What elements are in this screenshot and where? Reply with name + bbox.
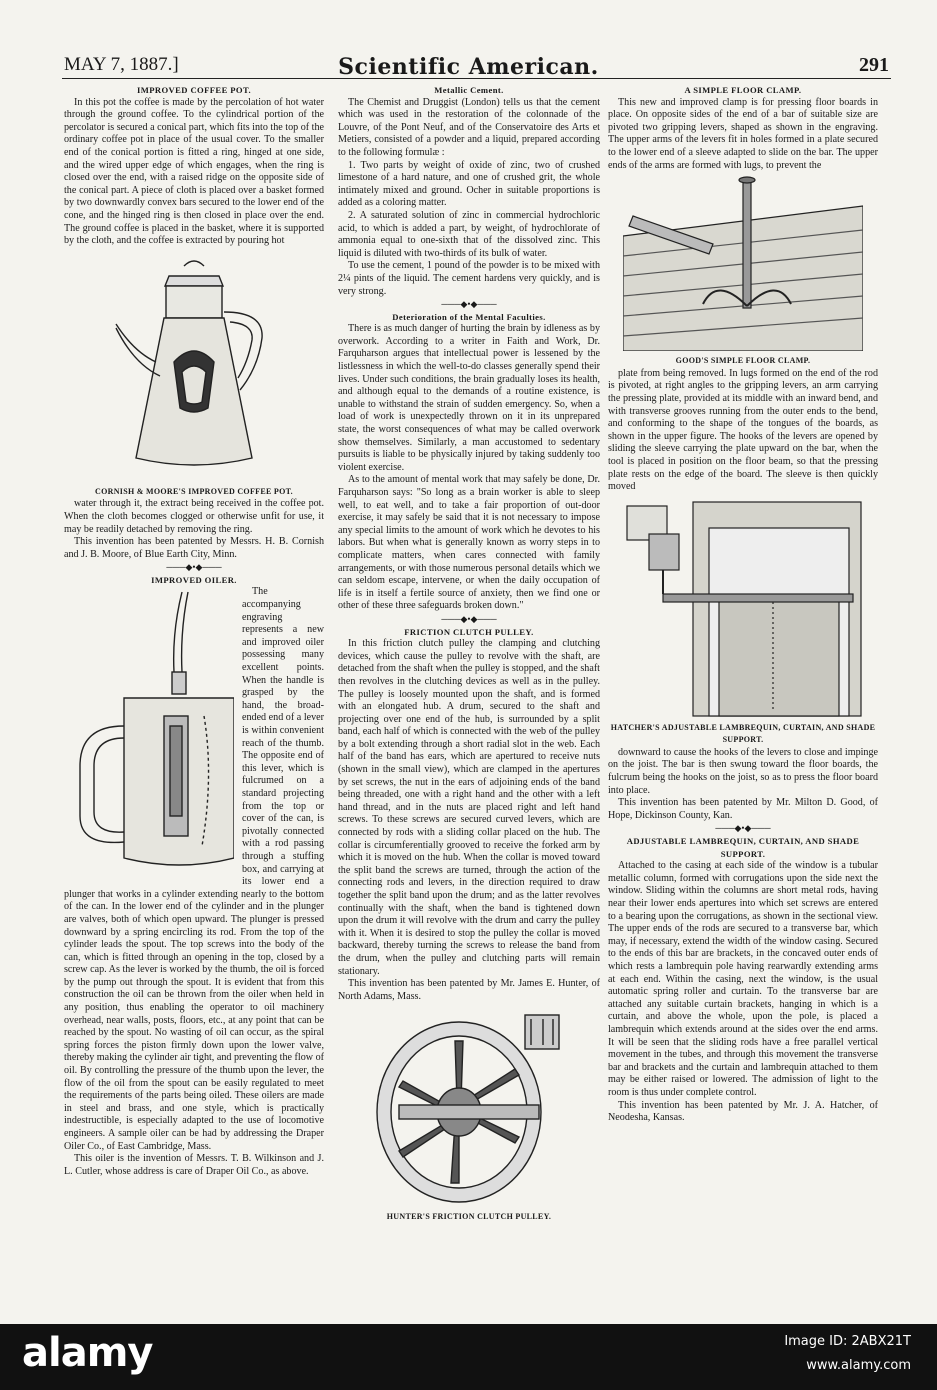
separator-ornament: ───◆•◆─── [166,562,222,573]
oiler-illustration [64,586,234,876]
paragraph: The Chemist and Druggist (London) tells us that the cement which was used in the restoration of the colonnade of the Louvre, of the Pont Neuf, and of the Conservatoire des Arts et Metiers, consisted of a powder and a liquid, prepared according to the following formulæ : [338,96,600,158]
paragraph: To use the cement, 1 pound of the powder is to be mixed with 2¼ pints of the liquid. The cement hardens very quickly, and is very strong. [338,260,600,297]
paragraph: This new and improved clamp is for pressing floor boards in place. On opposite sides of the end of a bar of suitable size are pivoted two gripping levers, shaped as shown in the engraving. The upper arms of the levers fit in holes formed in a plate secured to the lower end of a sleeve adapted to slide on the bar. The upper ends of the arms are formed with lugs, to prevent the [608,96,878,171]
paragraph: As to the amount of mental work that may safely be done, Dr. Farquharson says: "So long as a brain worker is able to sleep well, to eat well, and to take a fair proportion of out-door exercise, it may safely be said that it is not necessary to impose any special limits to the amount of work which he devotes to his labors. But when what is generally known as worry steps in to complicate matters, when cares connected with family arrangements, or with those numerous personal details which we can seldom escape, intervene, or when the daily occupation of life is in itself a fertile source of anxiety, then we find one or other of these three safeguards broken down." [338,474,600,612]
heading-friction-pulley: FRICTION CLUTCH PULLEY. [404,626,534,637]
heading-oiler: IMPROVED OILER. [151,574,237,585]
floor-clamp-illustration [623,176,863,351]
image-id: Image ID: 2ABX21T [784,1334,911,1349]
heading-mental-faculties: Deterioration of the Mental Faculties. [392,311,546,322]
paragraph: In this friction clutch pulley the clamping and clutching devices, which cause the pulley to revolve with the shaft, are detached from the shaft when the pulley is stopped, and the shaft then revolves in the clutching devices as well as in the pulley. The pulley is loosely mounted upon the shaft, and is formed with an elongated hub. A drum, secured to the shaft and projecting over one end of the hub, is surrounded by a split band, each half of which is connected with the web of the pulley by a bolt extending through a short radial slot in the web. Each half of the band has ears, which are apertured to receive nuts (shown in the small view), which are clamped in the apertures by set screws, the nut in the ears of adjoining ends of the band being threaded, one with a right hand and the other with a left hand thread, and in the nuts are placed right and left hand screws. To these screws are secured curved levers, which are connected by rods with a sliding collar placed on the hub. The collar is circumferentially grooved to receive the forked arm by which it is moved on the hub. When the collar is moved toward the split band the screws are turned, through the action of the connecting rods and levers, in the direction required to draw together the split band upon the drum; and as the latter revolves continually with the shaft, when the band is tightened down upon the drum it will revolve with the drum and carry the pulley with it. When it is desired to stop the pulley the collar is moved backward, thereby turning the screws to release the band from the drum, when the pulley and clutching parts will remain stationary. [338,638,600,977]
heading-metallic-cement: Metallic Cement. [434,85,504,95]
caption-friction-pulley: HUNTER'S FRICTION CLUTCH PULLEY. [386,1212,552,1222]
alamy-logo: alamy [22,1330,153,1376]
header-rule [62,78,891,79]
curtain-support-illustration [623,498,863,718]
paragraph: downward to cause the hooks of the levers to close and impinge on the joist. The bar is then swung toward the floor boards, the fulcrum being the hooks on the joist, so as to press the floor board into place. [608,746,878,796]
column-3 [608,84,878,1125]
paragraph: water through it, the extract being received in the coffee pot. When the cloth becomes clogged or otherwise unfit for use, it may be readily detached by removing the ring. [64,498,324,535]
issue-date: MAY 7, 1887.] [64,54,179,75]
paragraph: 1. Two parts by weight of oxide of zinc, two of crushed limestone of a hard nature, and one of crushed grit, the whole intimately mixed and ground. Ocher in suitable proportions is added as a coloring matter. [338,159,600,209]
caption-floor-clamp: GOOD'S SIMPLE FLOOR CLAMP. [675,356,811,366]
separator-ornament: ───◆•◆─── [441,613,497,624]
heading-floor-clamp: A SIMPLE FLOOR CLAMP. [684,85,802,95]
paragraph: This invention has been patented by Mr. James E. Hunter, of North Adams, Mass. [338,978,600,1002]
paragraph: This invention has been patented by Messrs. H. B. Cornish and J. B. Moore, of Blue Earth City, Minn. [64,536,324,560]
heading-curtain-support: ADJUSTABLE LAMBREQUIN, CURTAIN, AND SHADE SUPPORT. [626,836,860,859]
paragraph: plate from being removed. In lugs formed on the end of the rod is pivoted, at right angles to the gripping levers, an arm carrying the pressing plate, provided at its middle with an inward bend, and with transverse grooves running from the outer ends to the bend, and conforming to the shape of the tongues of the boards, as shown in the upper figure. The hooks of the levers are opened by sliding the sleeve carrying the plate upward on the bar, when the tool is placed in position on the floor beam, so that the pressing plate rests on the edge of the board. The sleeve is then quickly moved [608,367,878,493]
column-2 [338,84,600,1224]
paragraph: In this pot the coffee is made by the percolation of hot water through the ground coffee. To the cylindrical portion of the percolator is secured a conical part, which fits into the top of the ordinary coffee pot in place of the usual cover. To the smaller end of the conical portion is fitted a ring, hinged at one side, and the wired upper edge of which engages, when the ring is closed over the end, with a raised ridge on the opposite side of the conical part. A piece of cloth is placed over a basket formed by two downwardly convex bars secured to the lower end of the cone, and the hinged ring is then closed in place over the end. The ground coffee is placed in the basket, where it is supported by the cloth, and the coffee is extracted by pouring hot [64,96,324,247]
paragraph: There is as much danger of hurting the brain by idleness as by overwork. According to a writer in Faith and Work, Dr. Farquharson argues that intellectual power is lessened by the listlessness in which the well-to-do classes generally spend their lives. Under such conditions, the brain gradually loses its health, and although equal to the demands of a routine existence, is unable to withstand the strain of sudden emergency. So, when a load of work is unexpectedly thrown on it in its unprepared state, the worst consequences of what may be called overwork show themselves. Similarly, a man accustomed to sedentary pursuits is liable to be physically injured by taking suddenly too violent exercise. [338,323,600,473]
coffee-pot-illustration [94,252,294,482]
separator-ornament: ───◆•◆─── [441,299,497,310]
paragraph: This invention has been patented by Mr. Milton D. Good, of Hope, Dickinson County, Kan. [608,797,878,821]
paragraph: Attached to the casing at each side of the window is a tubular metallic column, formed with corrugations upon the side next the window. Sliding within the columns are short metal rods, having near their lower ends apertures into which set screws are entered to a bearing upon the corrugations, as shown in the sectional view. The upper ends of the rods are secured to a transverse bar, which may, if necessary, extend the width of the window casing. Secured to the ends of this bar are brackets, in the concaved outer ends of which rests a lambrequin pole having rearwardly extending arms at each end. Within the casing, next the window, is the usual automatic spring roller and curtain. To the transverse bar are attached any suitable curtain brackets, hanging in which is a curtain, and above the whole, upon the pole, is placed a lambrequin which extends around at the sides over the end arms. It will be seen that the sliding rods have a free parallel vertical movement in the tubes, and through this movement the transverse bar and brackets and the curtain and lambrequin attached to them may be either raised or lowered. The admission of light to the room is thus under complete control. [608,860,878,1098]
caption-coffee-pot: CORNISH & MOORE'S IMPROVED COFFEE POT. [95,486,293,496]
paragraph: The accompanying engraving represents a new and improved oiler possessing many excellent points. When the handle is grasped by the hand, the broad-ended end of a lever is within convenient reach of the thumb. The opposite end of this lever, which is fulcrumed on a standard projecting from the top or cover of the can, is pivotally connected with a rod passing through a stuffing box, and carrying at its lower end a plunger that works in a cylinder extending nearly to the bottom of the can. In the lower end of the cylinder and in the plunger are valves, both of which open upward. The plunger is pressed downward by a spring encircling its rod. From the top of the cylinder leads the spout. The top screws into the body of the can, which is fitted through an opening in the top, closed by a screw cap. As the lever is worked by the thumb, the oil is forced by the pump out through the spout. It is evident that from this construction the oil can be thrown from the oiler when held in any position, thus enabling the operator to oil machinery overhead, near walls, posts, floors, etc., at any point that can be reached by the spout. No wasting of oil can occur, as the spiral spring forces the piston firmly down upon the lower valve, thereby making the cylinder air tight, and preventing the flow of oil. By controlling the pressure of the thumb upon the lever, the flow of the oil from the spout can be easily regulated to meet the requirements of the parts being oiled. These oilers are made in steel and brass, and one style, which is practically indestructible, is especially adapted to the use of locomotive engineers. A sample oiler can be had by addressing the Draper Oiler Co., of East Cambridge, Mass. [64,586,324,1152]
caption-curtain-support: HATCHER'S ADJUSTABLE LAMBREQUIN, CURTAIN, AND SHADE SUPPORT. [610,722,876,745]
masthead: Scientific American. [338,54,599,80]
paragraph: This oiler is the invention of Messrs. T. B. Wilkinson and J. L. Cutler, whose address is care of Draper Oil Co., as above. [64,1153,324,1177]
watermark-url: www.alamy.com [806,1358,911,1373]
pulley-illustration [359,1007,579,1207]
separator-ornament: ───◆•◆─── [715,823,771,834]
paragraph: 2. A saturated solution of zinc in commercial hydrochloric acid, to which is added a part, by weight, of hydrochlorate of ammonia equal to one-sixth that of the dissolved zinc. This liquid is diluted with two-thirds of its bulk of water. [338,209,600,259]
paragraph: This invention has been patented by Mr. J. A. Hatcher, of Neodesha, Kansas. [608,1099,878,1124]
alamy-watermark-bar [0,1324,937,1390]
page-number: 291 [859,54,889,76]
column-1 [64,84,324,1178]
heading-coffee-pot: IMPROVED COFFEE POT. [136,85,252,95]
